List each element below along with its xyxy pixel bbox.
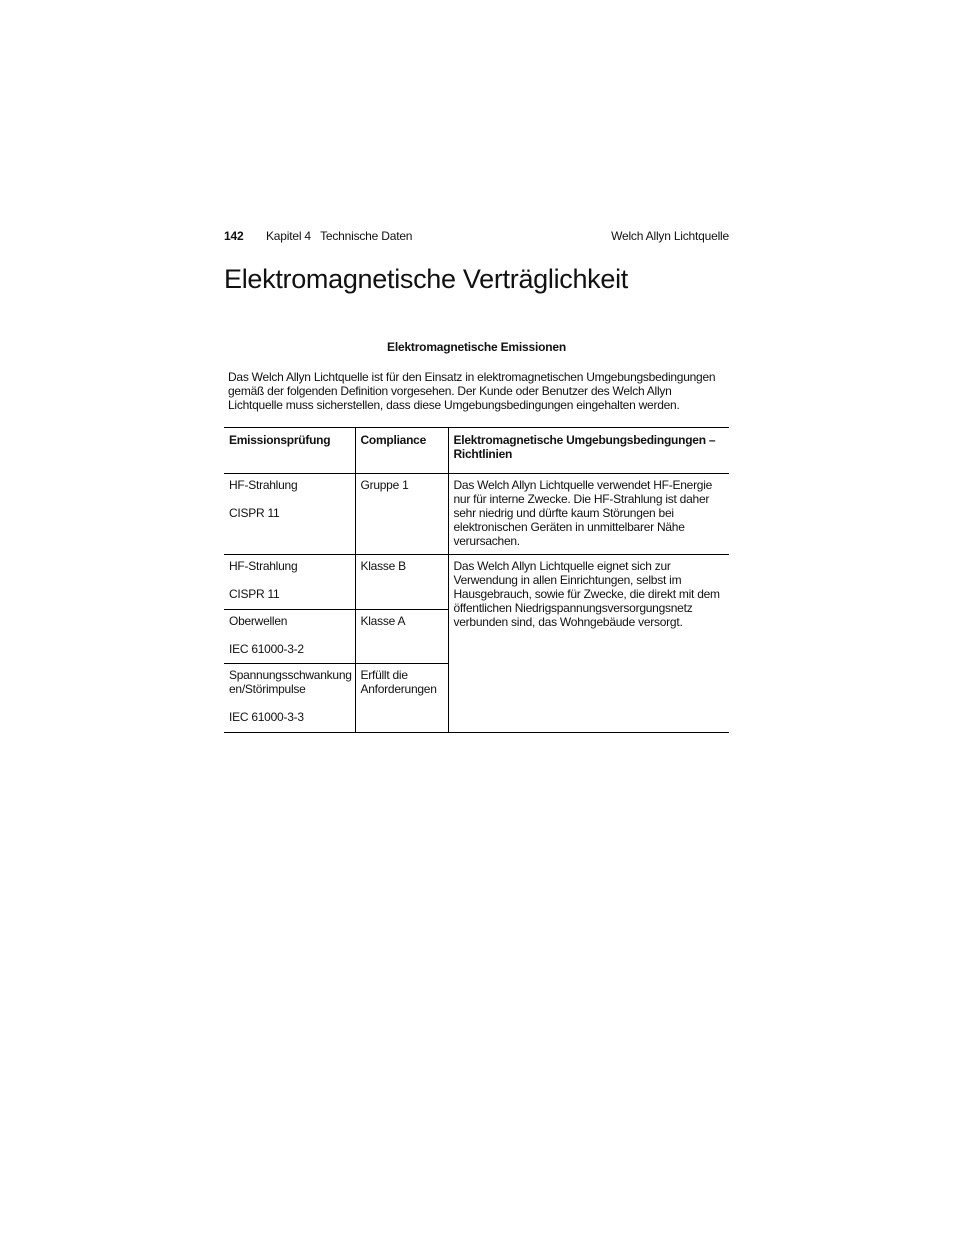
emission-test-cell [224,474,355,555]
page-number: 142 [224,229,244,243]
table-row [224,555,729,610]
compliance-value: Erfüllt die Anforderungen [360,668,437,696]
test-standard: IEC 61000-3-2 [229,642,304,656]
emission-test-cell [224,610,355,664]
chapter-label: Kapitel 4 Technische Daten [266,229,413,243]
test-name: HF-Strahlung [229,559,298,573]
table-caption: Elektromagnetische Emissionen [387,340,566,354]
test-name: Oberwellen [229,614,288,628]
guidance-cell [448,555,729,733]
table-header-row [224,428,729,474]
header-guidance: Elektromagnetische Umgebungsbedingungen – Richtlinien [453,433,716,461]
test-name: HF-Strahlung [229,478,298,492]
header-compliance: Compliance [355,428,448,474]
compliance-cell [355,555,448,610]
running-header [224,229,729,245]
emissions-table [224,427,729,733]
header-emission-test: Emissionsprüfung [224,428,355,474]
compliance-cell [355,474,448,555]
table-row [224,474,729,555]
test-name: Spannungsschwankung en/Störimpulse [229,668,352,696]
emission-test-cell [224,664,355,733]
compliance-value: Klasse B [360,559,406,573]
test-standard: CISPR 11 [229,587,280,601]
compliance-value: Gruppe 1 [360,478,409,492]
emission-test-cell [224,555,355,610]
guidance-text: Das Welch Allyn Lichtquelle eignet sich zur Verwendung in allen Einrichtungen, selbst im Hausgebrauch, sowie für Zwecke, die direkt mit dem öffentlichen Niedrigspannungsversorgungsnetz verbunden sind, das Wohngebäude versorgt. [453,559,720,629]
page-title: Elektromagnetische Verträglichkeit [224,264,629,294]
compliance-cell [355,610,448,664]
guidance-text: Das Welch Allyn Lichtquelle verwendet HF-Energie nur für interne Zwecke. Die HF-Strahlung ist daher sehr niedrig und dürfte kaum Störungen bei elektronischen Geräten in unmittelbarer Nähe verursachen. [453,478,713,548]
test-standard: IEC 61000-3-3 [229,710,304,724]
product-name: Welch Allyn Lichtquelle [611,229,729,243]
guidance-cell [448,474,729,555]
compliance-cell [355,664,448,733]
intro-paragraph: Das Welch Allyn Lichtquelle ist für den Einsatz in elektromagnetischen Umgebungsbedingungen gemäß der folgenden Definition vorgesehen. Der Kunde oder Benutzer des Welch Allyn Lichtquelle muss sicherstellen, dass diese Umgebungsbedingungen eingehalten werden. [228,370,716,412]
test-standard: CISPR 11 [229,506,280,520]
compliance-value: Klasse A [360,614,406,628]
